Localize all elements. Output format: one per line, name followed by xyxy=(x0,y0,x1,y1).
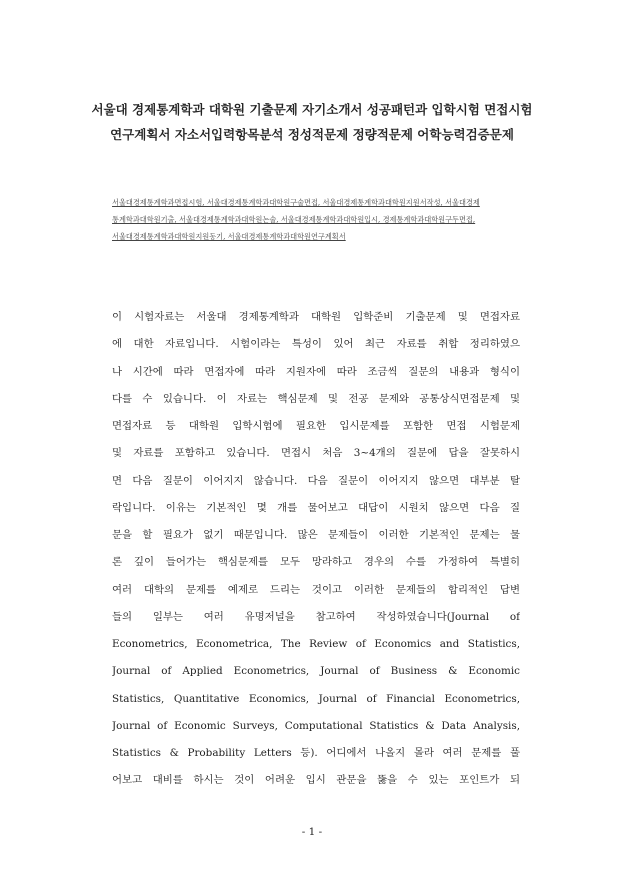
keyword-link-line[interactable]: 서울대경제통계학과대학원지원동기, 서울대경제통계학과대학원연구계획서 xyxy=(112,232,346,241)
body-paragraph xyxy=(112,308,520,799)
body-line: Statistics, Quantitative Economics, Journal of Financial Econometrics, xyxy=(112,692,520,705)
body-line: Statistics & Probability Letters 등). 어디에서 나올지 몰라 여러 문제를 풀 xyxy=(112,747,520,759)
body-line: 나 시간에 따라 면접자에 따라 지원자에 따라 조금씩 질문의 내용과 형식이 xyxy=(112,365,520,378)
body-line: 문을 할 필요가 없기 때문입니다. 많은 문제들이 이러한 기본적인 문제는 물 xyxy=(112,529,520,541)
body-line: 면 다음 질문이 이어지지 않습니다. 다음 질문이 이어지지 않으면 대부분 탈 xyxy=(112,474,520,487)
body-line: 들의 일부는 여러 유명저널을 참고하여 작성하였습니다(Journal of xyxy=(112,610,520,623)
keyword-link-line[interactable]: 통계학과대학원기출, 서울대경제통계학과대학원논술, 서울대경제통계학과대학원입시, 경제통계학과대학원구두면접, xyxy=(112,215,476,224)
body-line: Journal of Applied Econometrics, Journal of Business & Economic xyxy=(112,665,520,678)
document-title-line-1: 서울대 경제통계학과 대학원 기출문제 자기소개서 성공패턴과 입학시험 면접시험 xyxy=(91,102,533,117)
body-line: Journal of Economic Surveys, Computational Statistics & Data Analysis, xyxy=(112,719,520,732)
body-line: 론 깊이 들어가는 핵심문제를 모두 망라하고 경우의 수를 가정하여 특별히 xyxy=(112,556,520,569)
body-line: 이 시험자료는 서울대 경제통계학과 대학원 입학준비 기출문제 및 면접자료 xyxy=(112,311,520,323)
body-line: 여러 대학의 문제를 예제로 드리는 것이고 이러한 문제들의 합리적인 답변 xyxy=(112,583,520,596)
keyword-links xyxy=(112,194,522,245)
body-line: 락입니다. 이유는 기본적인 몇 개를 물어보고 대답이 시원치 않으면 다음 질 xyxy=(112,501,520,514)
body-line: 및 자료를 포함하고 있습니다. 면접시 처음 3~4개의 질문에 답을 잘못하시 xyxy=(112,447,520,460)
keyword-link-line[interactable]: 서울대경제통계학과면접시험, 서울대경제통계학과대학원구술면접, 서울대경제통계학과대학원지원서작성, 서울대경제 xyxy=(112,198,480,207)
document-title-line-2: 연구계획서 자소서입력항목분석 정성적문제 정량적문제 어학능력검증문제 xyxy=(110,127,514,142)
body-line: 에 대한 자료입니다. 시험이라는 특성이 있어 최근 자료를 취합 정리하였으 xyxy=(112,338,520,351)
body-line: 다를 수 있습니다. 이 자료는 핵심문제 및 전공 문제와 공통상식면접문제 및 xyxy=(112,392,520,405)
body-line: 면접자료 등 대학원 입학시험에 필요한 입시문제를 포함한 면접 시험문제 xyxy=(112,420,520,432)
page-number: - 1 - xyxy=(301,826,323,838)
body-line: Econometrics, Econometrica, The Review of Economics and Statistics, xyxy=(112,638,520,650)
body-line: 어보고 대비를 하시는 것이 어려운 입시 관문을 뚫을 수 있는 포인트가 되 xyxy=(112,774,520,787)
